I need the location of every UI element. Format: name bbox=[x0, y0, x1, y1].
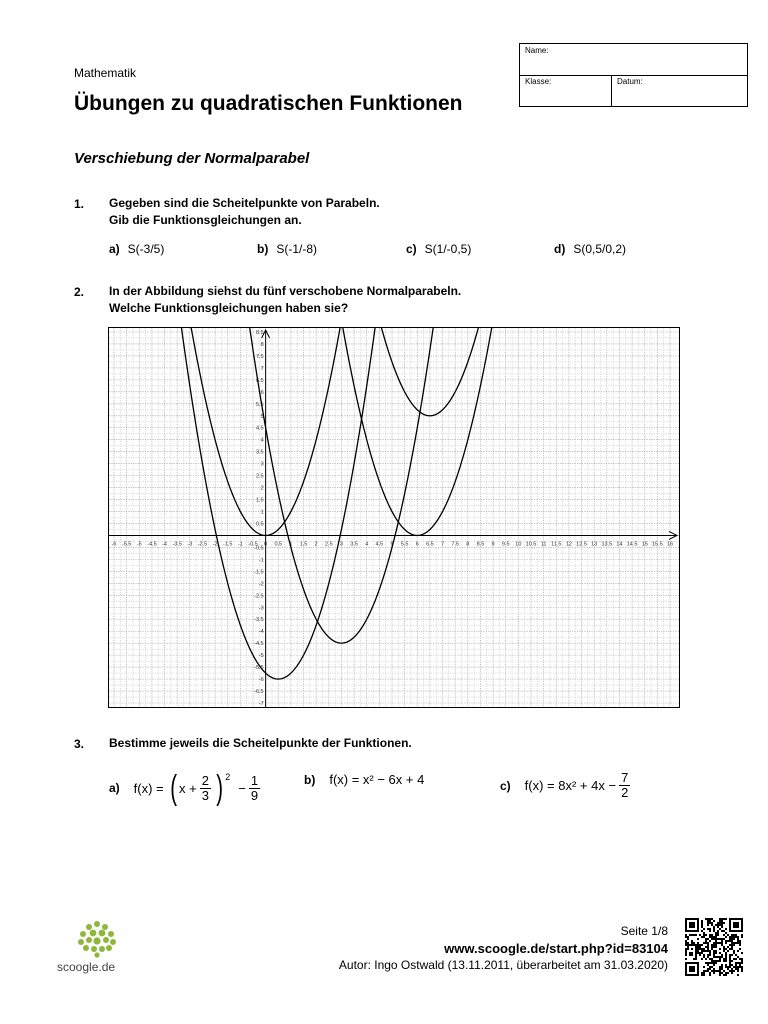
y-tick-label: 6.5 bbox=[255, 377, 264, 384]
x-tick-label: 10.5 bbox=[525, 541, 537, 548]
task1-number: 1. bbox=[74, 197, 85, 211]
y-tick-label: -1.5 bbox=[254, 569, 264, 576]
x-tick-label: 7.5 bbox=[451, 541, 460, 548]
task2-number: 2. bbox=[74, 285, 85, 299]
y-tick-label: 4.5 bbox=[255, 425, 264, 432]
task1-line1: Gegeben sind die Scheitelpunkte von Parabeln. bbox=[109, 196, 380, 210]
task1-option-c bbox=[406, 242, 471, 256]
x-tick-label: 5.5 bbox=[400, 541, 409, 548]
y-tick-label: 5 bbox=[260, 413, 264, 420]
y-tick-label: 3.5 bbox=[255, 449, 264, 456]
x-tick-label: -6 bbox=[111, 541, 117, 548]
qr-code-icon[interactable] bbox=[685, 918, 743, 981]
logo-text: scoogle.de bbox=[57, 960, 116, 974]
y-tick-label: -7 bbox=[258, 701, 264, 707]
task2-text bbox=[109, 283, 461, 317]
x-tick-label: 0 bbox=[264, 541, 268, 548]
y-tick-label: 3 bbox=[260, 461, 264, 468]
y-tick-label: -5 bbox=[258, 653, 264, 660]
x-tick-label: -4.5 bbox=[147, 541, 157, 548]
paren-close: ) bbox=[216, 769, 223, 807]
y-tick-label: -3.5 bbox=[254, 617, 264, 624]
x-tick-label: -2.5 bbox=[197, 541, 208, 548]
x-tick-label: 8.5 bbox=[476, 541, 485, 548]
scoogle-logo-icon bbox=[75, 918, 119, 963]
x-tick-label: 2 bbox=[314, 541, 318, 548]
y-tick-label: 7 bbox=[260, 365, 264, 372]
formula-expression: f(x) = 8x² + 4x − bbox=[524, 778, 617, 793]
x-tick-label: -3.5 bbox=[172, 541, 182, 548]
x-tick-label: 14.5 bbox=[626, 541, 638, 548]
y-tick-label: 1.5 bbox=[255, 497, 264, 504]
task1-option-b bbox=[257, 242, 317, 256]
y-tick-label: 0.5 bbox=[255, 521, 264, 528]
x-tick-label: -0.5 bbox=[248, 541, 258, 548]
option-text: S(-3/5) bbox=[127, 242, 165, 256]
formula-a bbox=[109, 771, 263, 805]
task1-text bbox=[109, 195, 380, 229]
x-tick-label: -5 bbox=[136, 541, 142, 548]
x-tick-label: 15.5 bbox=[652, 541, 663, 548]
x-tick-label: -1.5 bbox=[222, 541, 233, 548]
x-tick-label: -5.5 bbox=[121, 541, 132, 548]
subject-label: Mathematik bbox=[74, 66, 137, 80]
option-letter: d) bbox=[554, 242, 566, 256]
name-label: Name: bbox=[525, 46, 549, 55]
task2-line1: In der Abbildung siehst du fünf verschobene Normalparabeln. bbox=[109, 284, 462, 298]
x-tick-label: 3.5 bbox=[350, 541, 358, 548]
y-tick-label: -0.5 bbox=[254, 545, 264, 552]
date-field[interactable] bbox=[612, 75, 748, 107]
x-tick-label: 16 bbox=[666, 541, 674, 548]
y-tick-label: -6 bbox=[258, 677, 264, 684]
parabola-graph bbox=[108, 327, 680, 708]
x-tick-label: 6.5 bbox=[426, 541, 434, 548]
y-tick-label: -6.5 bbox=[254, 689, 264, 696]
name-field[interactable] bbox=[520, 44, 747, 76]
paren-open: ( bbox=[169, 769, 177, 807]
y-tick-label: 1 bbox=[260, 509, 264, 516]
class-label: Klasse: bbox=[525, 77, 552, 86]
x-tick-label: 9 bbox=[491, 541, 495, 548]
formula-letter: b) bbox=[304, 772, 316, 787]
x-tick-label: 10 bbox=[515, 541, 522, 548]
option-letter: b) bbox=[257, 242, 269, 256]
x-tick-label: 8 bbox=[466, 541, 470, 548]
y-tick-label: 6 bbox=[260, 389, 264, 396]
formula-letter: a) bbox=[109, 781, 120, 795]
x-tick-label: 1.5 bbox=[299, 541, 308, 548]
x-tick-label: 3 bbox=[339, 541, 343, 548]
x-tick-label: 13.5 bbox=[601, 541, 613, 548]
formula-term: x + bbox=[178, 780, 197, 796]
x-tick-label: 5 bbox=[390, 541, 394, 548]
task3-text: Bestimme jeweils die Scheitelpunkte der Funktionen. bbox=[109, 736, 412, 750]
parabola-curve-3 bbox=[249, 328, 434, 643]
task1-option-a bbox=[109, 242, 164, 256]
y-tick-label: -5.5 bbox=[254, 665, 264, 672]
fraction: $\frac{2}{3}$ bbox=[201, 772, 209, 803]
page-title: Übungen zu quadratischen Funktionen bbox=[74, 92, 463, 115]
formula-fx: f(x) = bbox=[133, 780, 164, 796]
x-tick-label: -4 bbox=[162, 541, 167, 548]
formula-b bbox=[304, 772, 424, 787]
fraction: $\frac{7}{2}$ bbox=[621, 770, 629, 800]
y-tick-label: -4.5 bbox=[254, 641, 264, 648]
x-tick-label: -3 bbox=[187, 541, 193, 548]
x-tick-label: 14 bbox=[616, 541, 623, 548]
x-tick-label: 1 bbox=[289, 541, 293, 548]
x-tick-label: 13 bbox=[591, 541, 598, 548]
x-tick-label: 11 bbox=[540, 541, 547, 548]
x-tick-label: 15 bbox=[641, 541, 648, 548]
page-number: Seite 1/8 bbox=[620, 924, 668, 938]
option-text: S(0,5/0,2) bbox=[573, 242, 627, 256]
task2-line2: Welche Funktionsgleichungen haben sie? bbox=[109, 301, 349, 315]
x-tick-label: 4 bbox=[365, 541, 369, 548]
y-tick-label: 4 bbox=[260, 437, 264, 444]
y-tick-label: 5.5 bbox=[255, 401, 264, 408]
formula-letter: c) bbox=[500, 778, 511, 793]
task3-number: 3. bbox=[74, 737, 85, 751]
date-label: Datum: bbox=[617, 77, 643, 86]
y-tick-label: -2 bbox=[258, 581, 264, 588]
x-tick-label: 11.5 bbox=[551, 541, 562, 548]
y-tick-label: 8.5 bbox=[255, 330, 264, 336]
y-tick-label: 2.5 bbox=[255, 473, 264, 480]
y-tick-label: 7.5 bbox=[255, 353, 264, 360]
x-tick-label: 12 bbox=[565, 541, 572, 548]
y-tick-label: -1 bbox=[258, 557, 264, 564]
option-text: S(1/-0,5) bbox=[424, 242, 472, 256]
x-tick-label: 12.5 bbox=[576, 541, 587, 548]
formula-expression: f(x) = x² − 6x + 4 bbox=[329, 772, 425, 787]
source-url[interactable]: www.scoogle.de/start.php?id=83104 bbox=[444, 941, 668, 956]
x-tick-label: 9.5 bbox=[501, 541, 510, 548]
x-tick-label: 0.5 bbox=[274, 541, 283, 548]
class-field[interactable] bbox=[520, 75, 612, 107]
student-info-box bbox=[519, 43, 748, 107]
graph-canvas bbox=[109, 328, 679, 707]
task1-line2: Gib die Funktionsgleichungen an. bbox=[109, 213, 302, 227]
y-tick-label: -2.5 bbox=[254, 593, 264, 600]
fraction: $\frac{1}{9}$ bbox=[250, 772, 259, 803]
x-tick-label: 4.5 bbox=[375, 541, 384, 548]
option-letter: c) bbox=[406, 242, 417, 256]
y-tick-label: 2 bbox=[260, 485, 264, 492]
formula-c bbox=[500, 771, 633, 800]
x-tick-label: -1 bbox=[237, 541, 243, 548]
x-tick-label: -2 bbox=[212, 541, 218, 548]
x-tick-label: 2.5 bbox=[324, 541, 333, 548]
exponent: 2 bbox=[225, 772, 231, 782]
minus-sign: − bbox=[238, 780, 246, 796]
x-tick-label: 6 bbox=[415, 541, 419, 548]
task1-option-d bbox=[554, 242, 626, 256]
author-line: Autor: Ingo Ostwald (13.11.2011, überarbeitet am 31.03.2020) bbox=[338, 958, 668, 972]
y-tick-label: -3 bbox=[258, 605, 264, 612]
option-letter: a) bbox=[109, 242, 120, 256]
section-title: Verschiebung der Normalparabel bbox=[74, 150, 310, 167]
y-tick-label: 8 bbox=[260, 341, 264, 348]
option-text: S(-1/-8) bbox=[276, 242, 317, 256]
y-tick-label: -4 bbox=[258, 629, 264, 636]
x-tick-label: 7 bbox=[441, 541, 445, 548]
